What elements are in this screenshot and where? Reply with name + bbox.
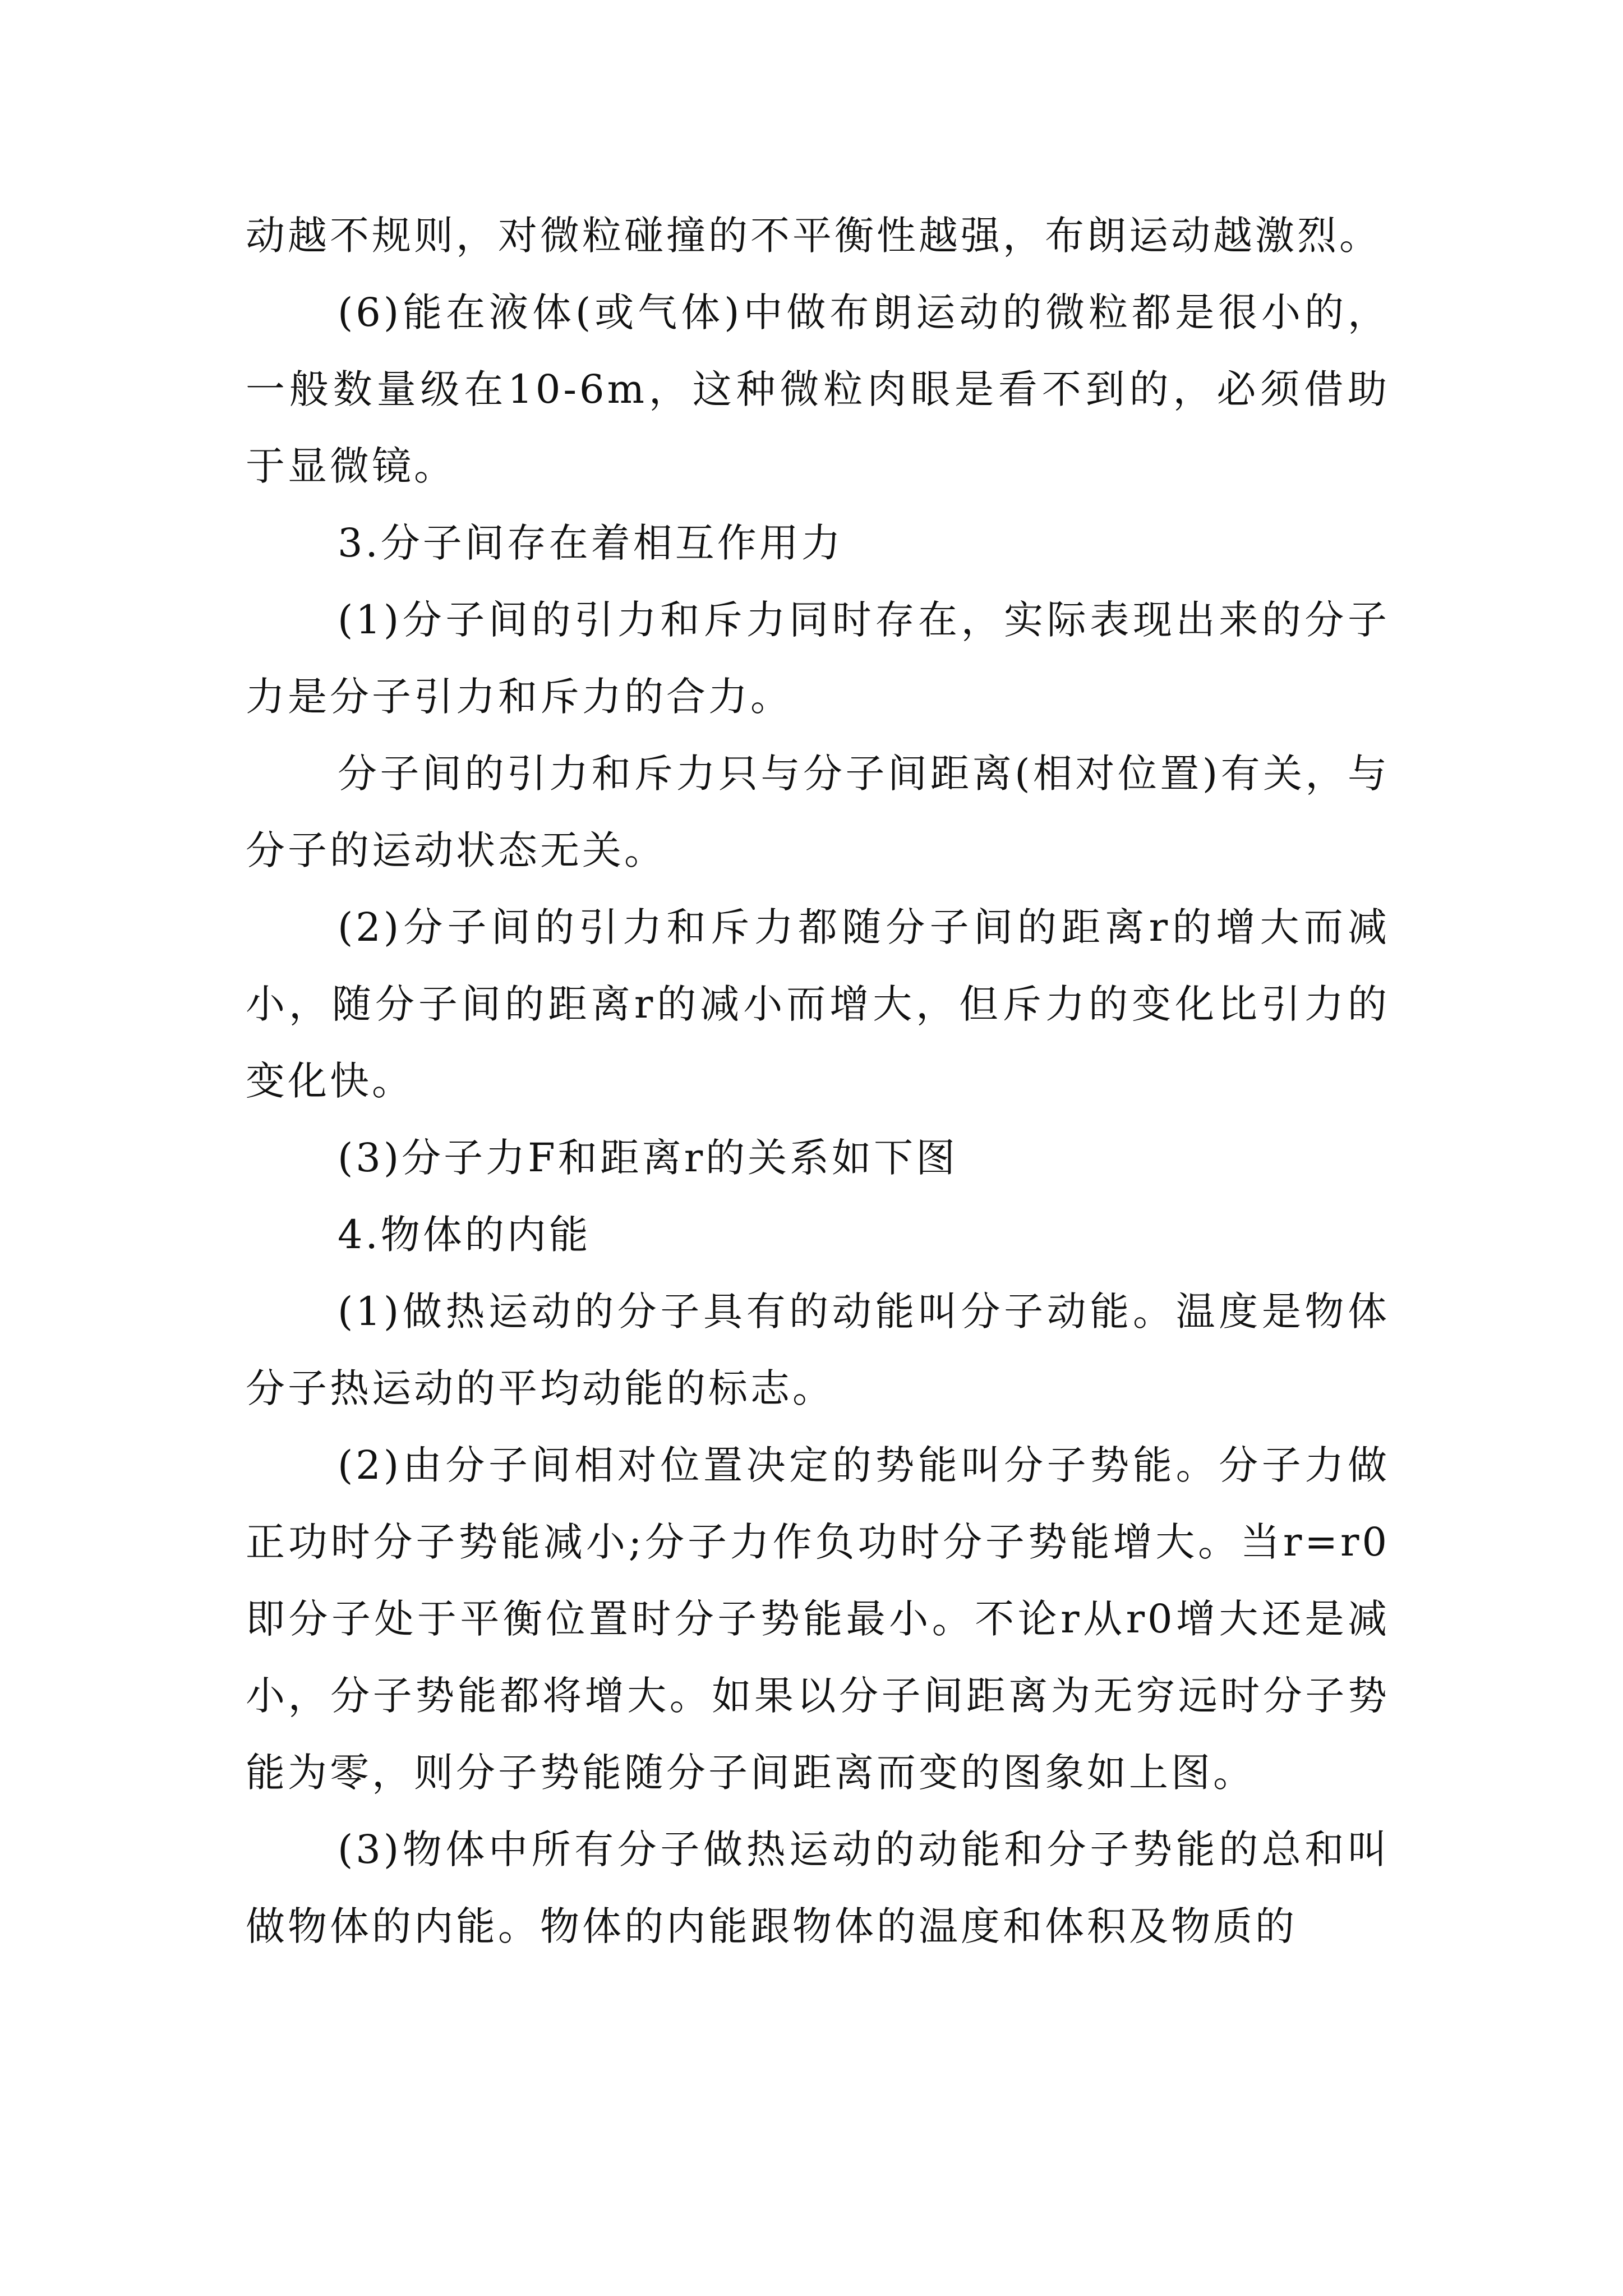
paragraph-brownian-particle-size: (6)能在液体(或气体)中做布朗运动的微粒都是很小的，一般数量级在10-6m，这种微粒肉眼是看不到的，必须借助于显微镜。 [246, 289, 1390, 489]
paragraph-continuation: 动越不规则，对微粒碰撞的不平衡性越强，布朗运动越激烈。 [246, 213, 1381, 259]
text-column [246, 197, 1390, 1965]
paragraph-potential-energy: (2)由分子间相对位置决定的势能叫分子势能。分子力做正功时分子势能减小;分子力作负功时分子势能增大。当r=r0即分子处于平衡位置时分子势能最小。不论r从r0增大还是减小，分子势能都将增大。如果以分子间距离为无穷远时分子势能为零，则分子势能随分子间距离而变的图象如上图。 [246, 1442, 1390, 1796]
paragraph-force-change: (2)分子间的引力和斥力都随分子间的距离r的增大而减小，随分子间的距离r的减小而增大，但斥力的变化比引力的变化快。 [246, 904, 1390, 1104]
section-heading-internal-energy: 4.物体的内能 [338, 1212, 591, 1258]
paragraph-force-distance-relation: 分子间的引力和斥力只与分子间距离(相对位置)有关，与分子的运动状态无关。 [246, 751, 1390, 873]
paragraph-attraction-repulsion: (1)分子间的引力和斥力同时存在，实际表现出来的分子力是分子引力和斥力的合力。 [246, 597, 1390, 720]
paragraph-kinetic-energy: (1)做热运动的分子具有的动能叫分子动能。温度是物体分子热运动的平均动能的标志。 [246, 1289, 1390, 1411]
paragraph-force-figure-reference: (3)分子力F和距离r的关系如下图 [338, 1135, 958, 1181]
section-heading-intermolecular-forces: 3.分子间存在着相互作用力 [338, 520, 843, 566]
paragraph-internal-energy-definition: (3)物体中所有分子做热运动的动能和分子势能的总和叫做物体的内能。物体的内能跟物体的温度和体积及物质的 [246, 1826, 1390, 1949]
